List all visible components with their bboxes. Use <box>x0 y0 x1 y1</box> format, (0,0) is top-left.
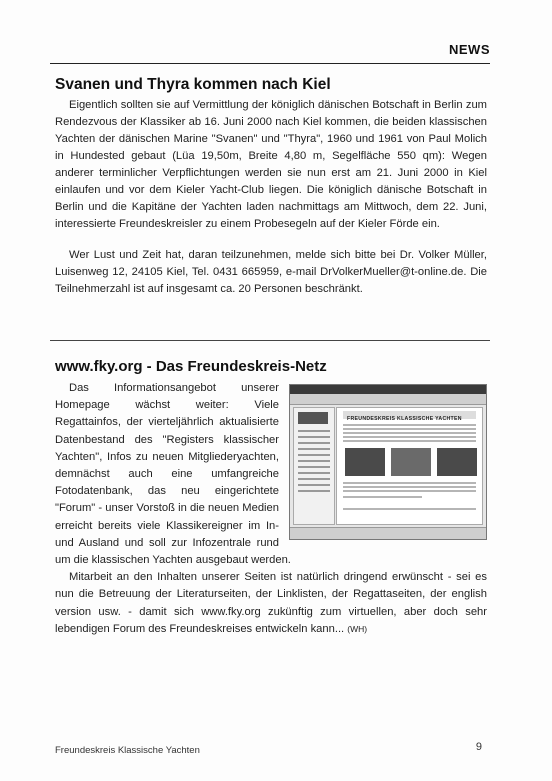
browser-statusbar <box>290 527 486 539</box>
website-logo-icon <box>298 412 328 424</box>
article-body-svanen-thyra <box>55 97 487 298</box>
article-title-svanen-thyra: Svanen und Thyra kommen nach Kiel <box>55 76 331 93</box>
website-heading: FREUNDESKREIS KLASSISCHE YACHTEN <box>347 416 462 422</box>
paragraph: Eigentlich sollten sie auf Vermittlung der königlich dänischen Botschaft in Berlin zum Rendezvous der Klassiker ab 16. Juni 2000 nach Kiel kommen, die beiden klassischen Yachten der dänischen Marine "Svanen" und "Thyra", 1960 und 1961 von Paul Molich in Hundested gebaut (Lüa 19,50m, Breite 4,80 m, Segelfläche 550 qm): Wegen anderer terminlicher Verpflichtungen werden sie nun erst am 21. Juni 2000 in Kiel einlaufen und vor dem Kieler Yacht-Club liegen. Die königlich dänische Botschaft in Berlin und die Kapitäne der Yachten laden nachmittags am Mittwoch, dem 22. Juni, interessierte Freundeskreisler zu einem Probesegeln auf der Kieler Förde ein. <box>55 99 487 230</box>
website-sidebar <box>293 407 335 525</box>
section-label: NEWS <box>449 42 490 57</box>
page-number: 9 <box>475 741 482 753</box>
website-screenshot-image <box>289 384 487 540</box>
yacht-photo-icon <box>345 448 385 476</box>
article-body-fky-org <box>55 380 487 638</box>
paragraph: Das Informationsangebot unserer Homepage wächst weiter: Viele Regattainfos, der vierteljährlich aktualisierte Datenbestand des "Registers klassischer Yachten", Infos zu neuen Mitgliederyachten, demnächst auch eine umfangreiche Fotodatenbank, das neu eingerichtete "Forum" - unser Vorstoß in die neuen Medien erreicht bereits viele Klassikereigner im In- und Ausland und soll zur Infozentrale rund um die klassischen Yachten ausgebaut werden. <box>55 382 291 567</box>
article-title-fky-org: www.fky.org - Das Freundeskreis-Netz <box>55 358 327 375</box>
yacht-photo-icon <box>437 448 477 476</box>
browser-titlebar <box>290 385 486 394</box>
section-divider <box>50 340 490 341</box>
website-content <box>336 407 483 525</box>
paragraph: Mitarbeit an den Inhalten unserer Seiten ist natürlich dringend erwünscht - sei es nun die Betreuung der Literaturseiten, der Linklisten, der Regattaseiten, der english version usw. - damit sich www.fky.org zukünftig zum virtuellen, aber doch sehr lebendigen Forum des Freundeskreises entwickeln kann... (WH) <box>55 571 487 635</box>
paragraph: Wer Lust und Zeit hat, daran teilzunehmen, melde sich bitte bei Dr. Volker Müller, Luisenweg 12, 24105 Kiel, Tel. 0431 665959, e-mail DrVolkerMueller@t-online.de. Die Teilnehmerzahl ist auf insgesamt ca. 20 Personen beschränkt. <box>55 249 487 295</box>
header-rule <box>50 63 490 64</box>
yacht-photo-icon <box>391 448 431 476</box>
footer-publication: Freundeskreis Klassische Yachten <box>55 745 200 756</box>
browser-menubar <box>290 394 486 405</box>
author-signature: (WH) <box>347 623 368 634</box>
